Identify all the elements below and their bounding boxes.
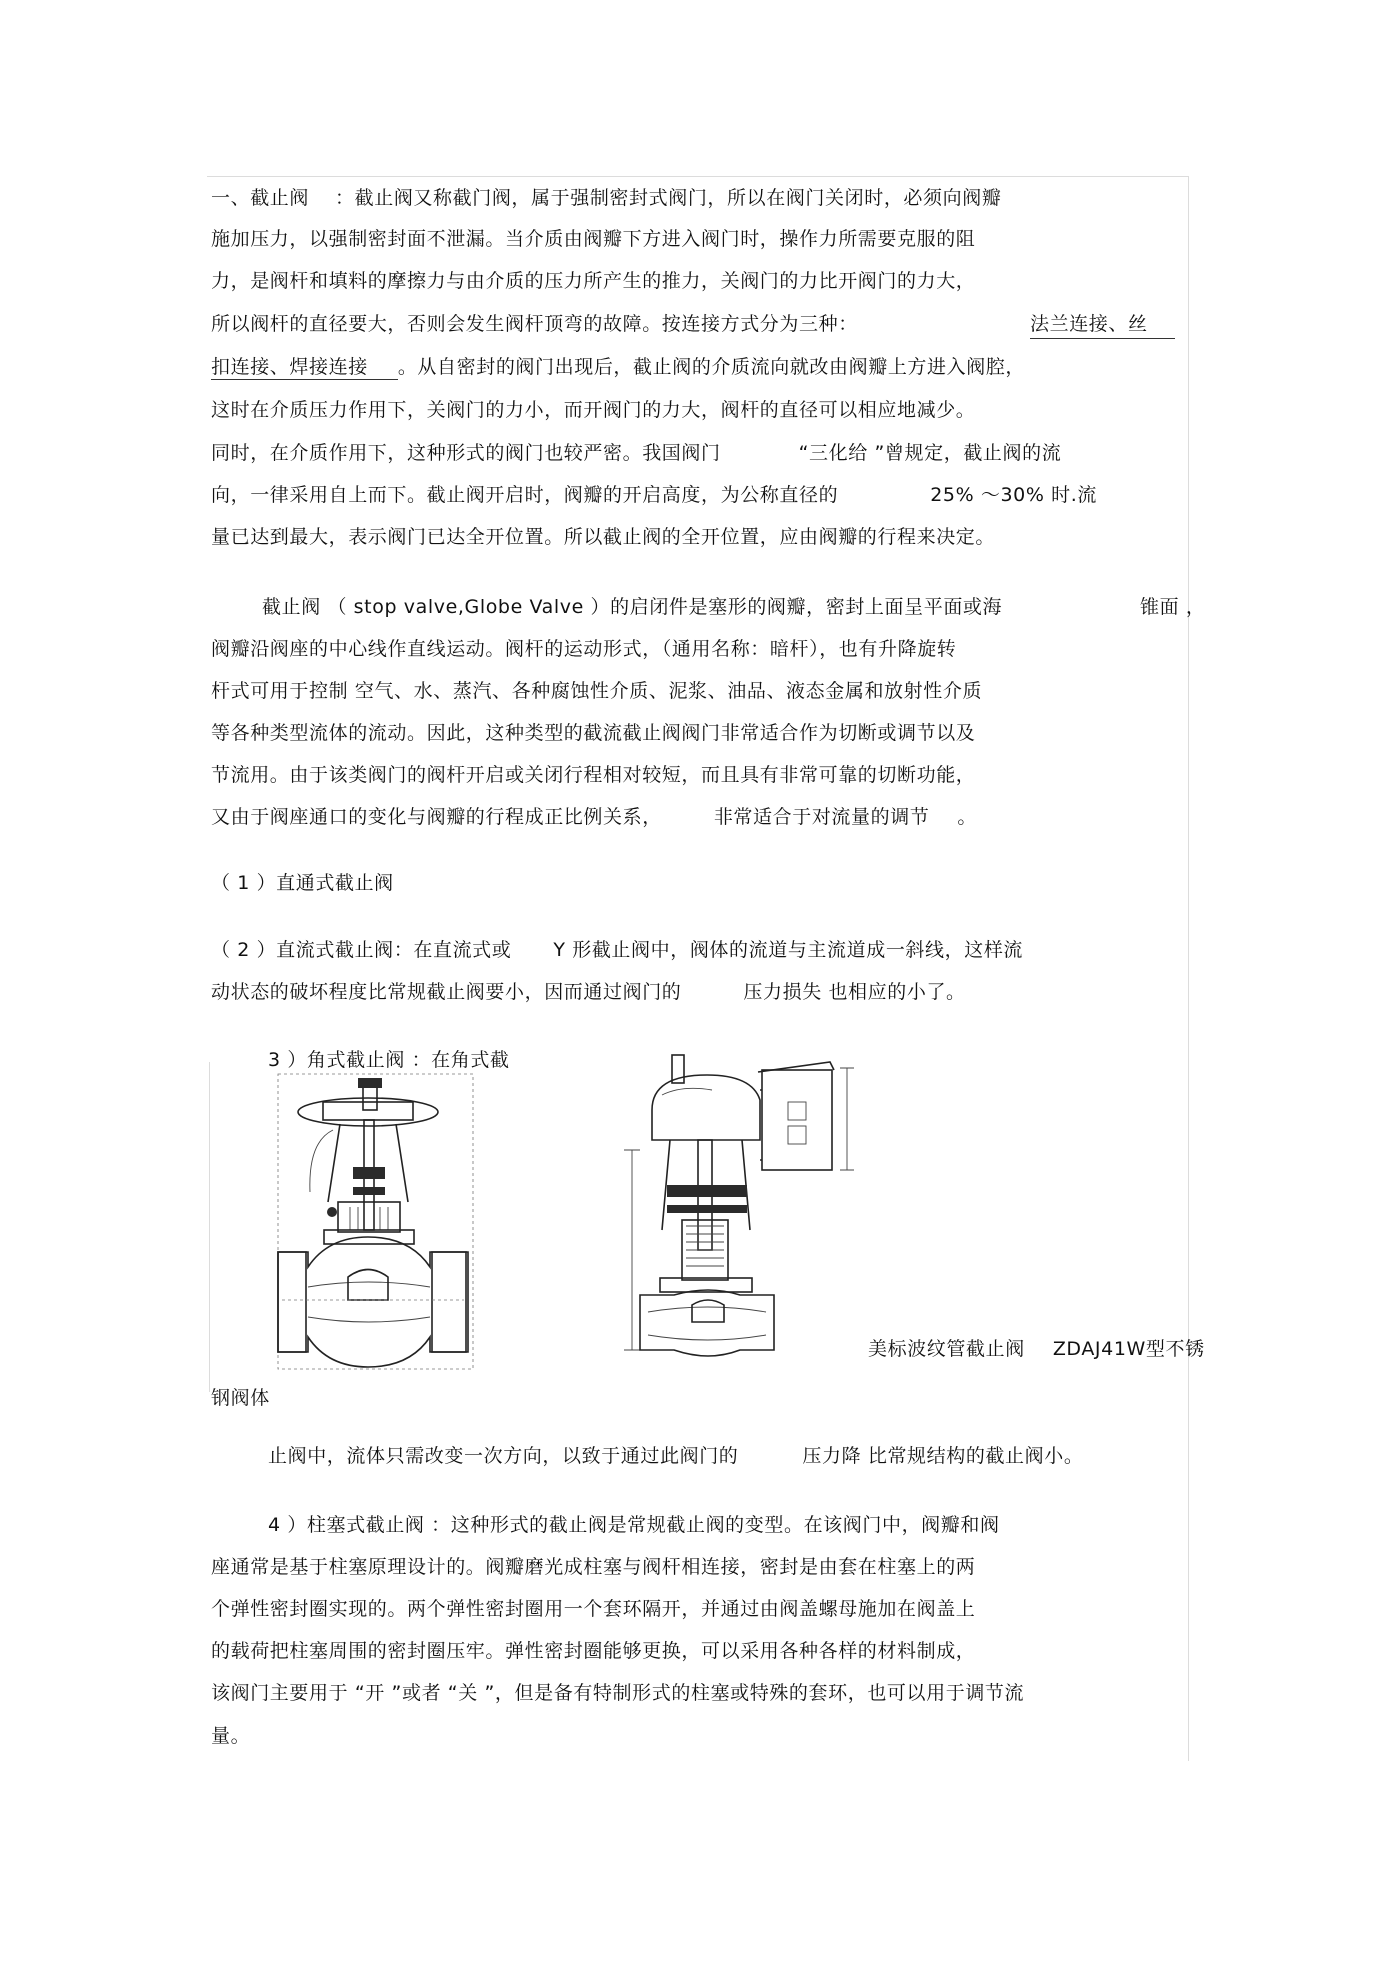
section-1-line-1: 一、截止阀 ：截止阀又称截门阀，属于强制密封式阀门，所以在阀门关闭时，必须向阀瓣 (211, 187, 1002, 209)
figure-caption-part-1: 美标波纹管截止阀 ZDAJ41W型不锈 (868, 1338, 1205, 1360)
item-2-line-1: （ 2 ）直流式截止阀：在直流式或 Y 形截止阀中，阀体的流道与主流道成一斜线，这样流 (211, 939, 1024, 961)
page-border-right (1188, 176, 1189, 1761)
section-1-heading: 一、截止阀 (211, 187, 310, 209)
connection-types-link-part-1: 法兰连接、丝 (1030, 311, 1175, 339)
section-2-line-1-end: 锥面 ， (1140, 596, 1206, 618)
section-2-line-6: 又由于阀座通口的变化与阀瓣的行程成正比例关系， 非常适合于对流量的调节 。 (211, 806, 978, 828)
section-1-line-4: 所以阀杆的直径要大，否则会发生阀杆顶弯的故障。按连接方式分为三种： (211, 313, 858, 335)
page-border-top (207, 176, 1189, 177)
section-1-line-3: 力，是阀杆和填料的摩擦力与由介质的压力所产生的推力，关阀门的力比开阀门的力大， (211, 270, 976, 292)
section-1-line-5: 扣连接、焊接连接 。从自密封的阀门出现后，截止阀的介质流向就改由阀瓣上方进入阀腔， (211, 356, 1026, 378)
section-2-line-1: 截止阀 （ stop valve,Globe Valve ）的启闭件是塞形的阀瓣，密封上面呈平面或海 (262, 596, 1003, 618)
section-1-line-2: 施加压力，以强制密封面不泄漏。当介质由阀瓣下方进入阀门时，操作力所需要克服的阻 (211, 228, 976, 250)
section-2-line-5: 节流用。由于该类阀门的阀杆开启或关闭行程相对较短，而且具有非常可靠的切断功能， (211, 764, 976, 786)
item-4-line-2: 座通常是基于柱塞原理设计的。阀瓣磨光成柱塞与阀杆相连接，密封是由套在柱塞上的两 (211, 1556, 976, 1578)
page-border-left-lower (209, 1062, 210, 1392)
manual-globe-valve-drawing (268, 1072, 480, 1372)
section-2-line-4: 等各种类型流体的流动。因此，这种类型的截流截止阀阀门非常适合作为切断或调节以及 (211, 722, 976, 744)
item-4-line-1: 4 ）柱塞式截止阀 ：这种形式的截止阀是常规截止阀的变型。在该阀门中，阀瓣和阀 (268, 1514, 1000, 1536)
item-4-line-6: 量。 (211, 1725, 251, 1747)
section-1-line-6: 这时在介质压力作用下，关阀门的力小，而开阀门的力大，阀杆的直径可以相应地减少。 (211, 399, 976, 421)
electric-bellows-globe-valve-drawing (612, 1050, 858, 1360)
section-1-line-7: 同时，在介质作用下，这种形式的阀门也较严密。我国阀门 “三化给 ”曾规定，截止阀的流 (211, 442, 1062, 464)
item-4-line-5: 该阀门主要用于 “开 ”或者 “关 ”，但是备有特制形式的柱塞或特殊的套环，也可以用于调节流 (211, 1682, 1025, 1704)
item-1-heading: （ 1 ）直通式截止阀 (211, 872, 394, 894)
connection-types-link-part-2: 扣连接、焊接连接 (211, 356, 398, 380)
item-3-line-1: 3 ）角式截止阀 ：在角式截 (268, 1049, 510, 1071)
section-2-line-3: 杆式可用于控制 空气、水、蒸汽、各种腐蚀性介质、泥浆、油品、液态金属和放射性介质 (211, 680, 983, 702)
section-2-line-2: 阀瓣沿阀座的中心线作直线运动。阀杆的运动形式，（通用名称：暗杆），也有升降旋转 (211, 638, 957, 660)
item-2-line-2: 动状态的破坏程度比常规截止阀要小，因而通过阀门的 压力损失 也相应的小了。 (211, 981, 966, 1003)
section-1-line-8: 向，一律采用自上而下。截止阀开启时，阀瓣的开启高度，为公称直径的 25% ～30% 时.流 (211, 484, 1097, 506)
item-4-line-4: 的载荷把柱塞周围的密封圈压牢。弹性密封圈能够更换，可以采用各种各样的材料制成， (211, 1640, 976, 1662)
item-3-line-2: 止阀中，流体只需改变一次方向，以致于通过此阀门的 压力降 比常规结构的截止阀小。 (268, 1445, 1084, 1467)
section-1-line-9: 量已达到最大，表示阀门已达全开位置。所以截止阀的全开位置，应由阀瓣的行程来决定。 (211, 526, 996, 548)
figure-caption-part-2: 钢阀体 (211, 1387, 270, 1409)
item-4-line-3: 个弹性密封圈实现的。两个弹性密封圈用一个套环隔开，并通过由阀盖螺母施加在阀盖上 (211, 1598, 976, 1620)
